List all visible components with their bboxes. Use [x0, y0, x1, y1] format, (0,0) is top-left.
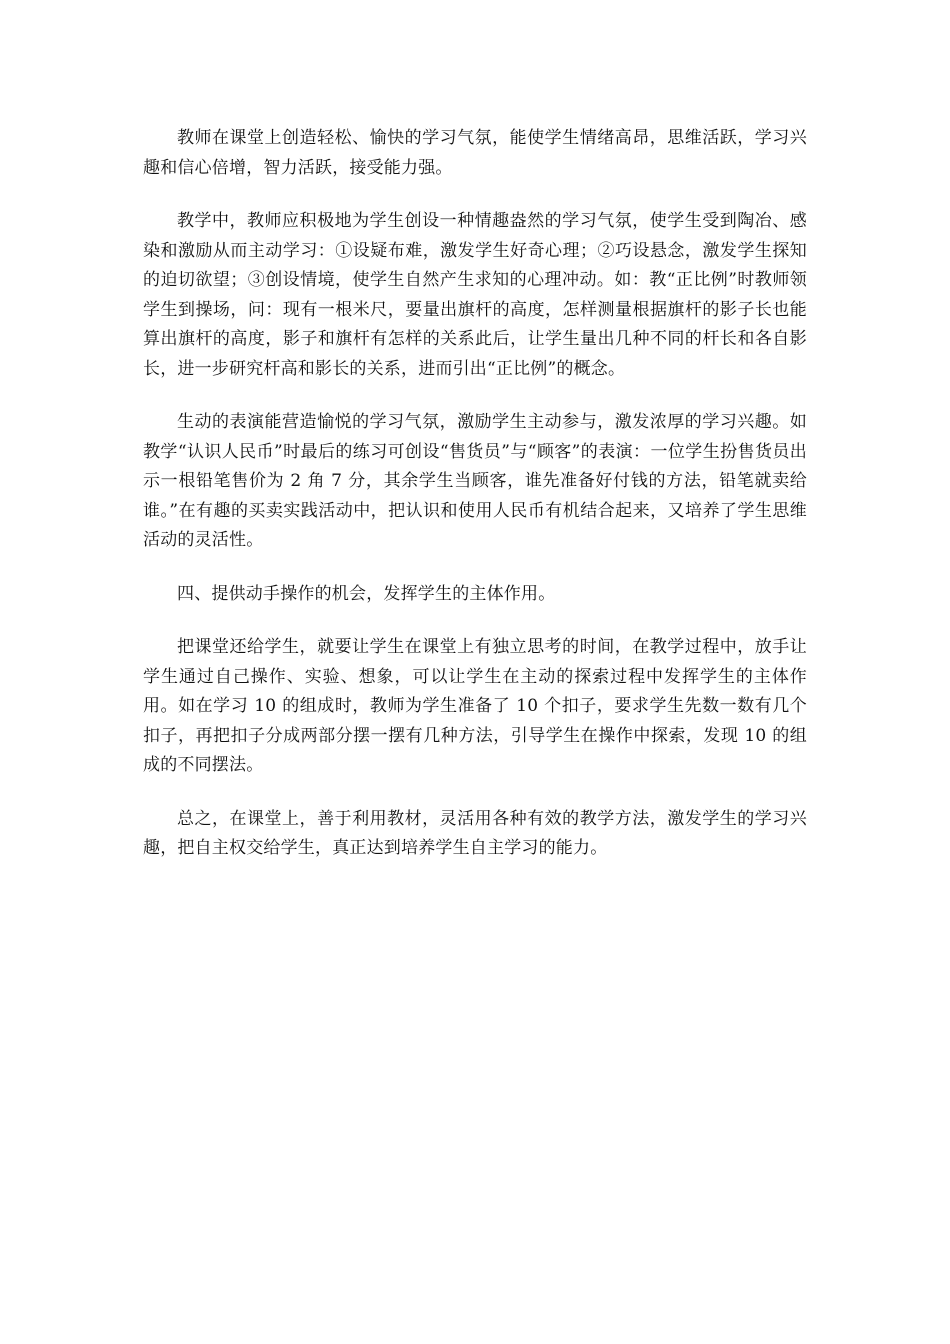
paragraph-intro: 教师在课堂上创造轻松、愉快的学习气氛，能使学生情绪高昂，思维活跃，学习兴趣和信心倍增，智力活跃，接受能力强。 [143, 128, 807, 178]
paragraph-hands-on: 把课堂还给学生，就要让学生在课堂上有独立思考的时间，在教学过程中，放手让学生通过自己操作、实验、想象，可以让学生在主动的探索过程中发挥学生的主体作用。如在学习 10 的组成时，教师为学生准备了 10 个扣子，要求学生先数一数有几个扣子，再把扣子分成两部分摆一摆有几种方法，引导学生在操作中探索，发现 10 的组成的不同摆法。 [143, 637, 807, 775]
document-body [143, 124, 807, 888]
paragraph-conclusion: 总之，在课堂上，善于利用教材，灵活用各种有效的教学方法，激发学生的学习兴趣，把自主权交给学生，真正达到培养学生自主学习的能力。 [143, 808, 807, 858]
section-heading-hands-on: 四、提供动手操作的机会，发挥学生的主体作用。 [177, 583, 556, 604]
paragraph-performance: 生动的表演能营造愉悦的学习气氛，激励学生主动参与，激发浓厚的学习兴趣。如教学“认识人民币”时最后的练习可创设“售货员”与“顾客”的表演：一位学生扮售货员出示一根铅笔售价为 2 角 7 分，其余学生当顾客，谁先准备好付钱的方法，铅笔就卖给谁。”在有趣的买卖实践活动中，把认识和使用人民币有机结合起来，又培养了学生思维活动的灵活性。 [143, 412, 807, 550]
paragraph-learning-atmosphere: 教学中，教师应积极地为学生创设一种情趣盎然的学习气氛，使学生受到陶冶、感染和激励从而主动学习：①设疑布难，激发学生好奇心理；②巧设悬念，激发学生探知的迫切欲望；③创设情境，使学生自然产生求知的心理冲动。如：教“正比例”时教师领学生到操场，问：现有一根米尺，要量出旗杆的高度，怎样测量根据旗杆的影子长也能算出旗杆的高度，影子和旗杆有怎样的关系此后，让学生量出几种不同的杆长和各自影长，进一步研究杆高和影长的关系，进而引出“正比例”的概念。 [143, 211, 807, 379]
